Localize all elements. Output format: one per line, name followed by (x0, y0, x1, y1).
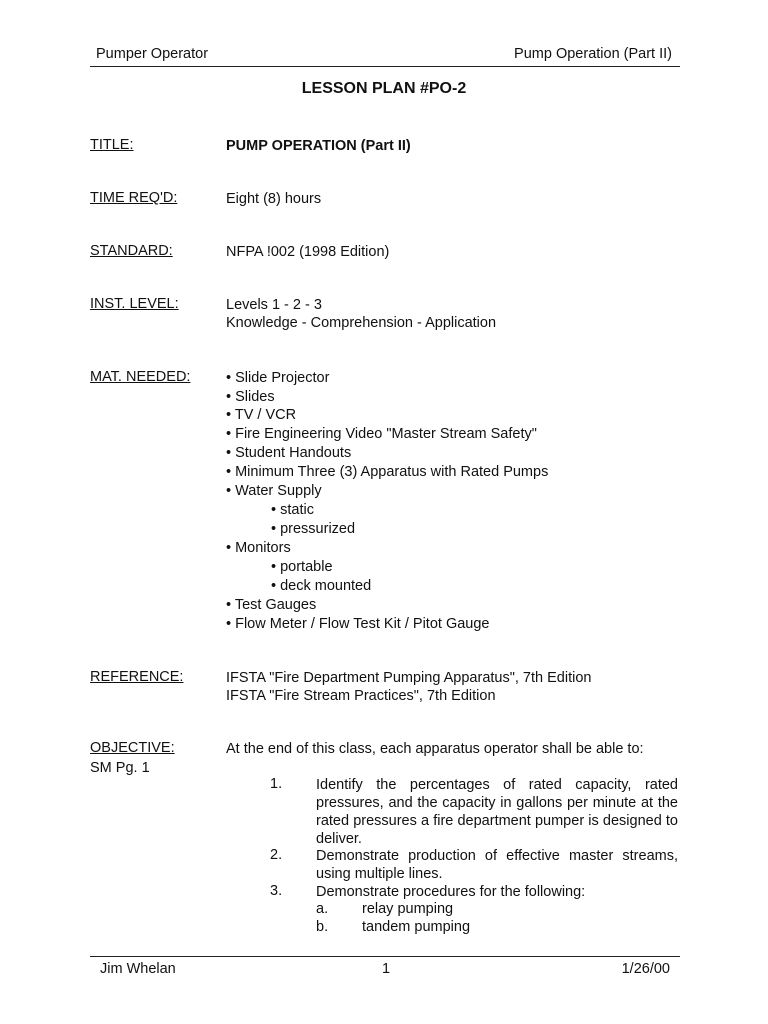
objective-text: Demonstrate procedures for the following: (316, 884, 586, 900)
reference-line-1: IFSTA "Fire Department Pumping Apparatus", 7th Edition (226, 670, 592, 686)
material-item: • Flow Meter / Flow Test Kit / Pitot Gauge (226, 616, 490, 632)
material-subitem: • pressurized (271, 521, 356, 537)
objective-text: Identify the percentages of rated capacity, rated pressures, and the capacity in gallons per minute at the rated pressures a fire department pumper is designed to deliver. (316, 777, 678, 847)
material-item: • Monitors (226, 540, 291, 556)
material-item: • Fire Engineering Video "Master Stream Safety" (226, 426, 537, 442)
material-subitem: • static (271, 502, 314, 518)
objective-intro: At the end of this class, each apparatus operator shall be able to: (226, 741, 644, 757)
inst-level-label: INST. LEVEL: (90, 296, 179, 312)
title-label: TITLE: (90, 137, 134, 153)
material-item: • TV / VCR (226, 407, 297, 423)
objective-number: 3. (270, 883, 283, 899)
standard-value: NFPA !002 (1998 Edition) (226, 244, 390, 260)
footer-page-number: 1 (382, 961, 391, 977)
material-item: • Water Supply (226, 483, 322, 499)
footer-date: 1/26/00 (621, 961, 670, 977)
material-item: • Minimum Three (3) Apparatus with Rated Pumps (226, 464, 549, 480)
objective-number: 1. (270, 776, 283, 792)
title-value: PUMP OPERATION (Part II) (226, 138, 411, 154)
objective-text: Demonstrate production of effective master streams, using multiple lines. (316, 848, 678, 882)
inst-level-line-1: Levels 1 - 2 - 3 (226, 297, 322, 313)
reference-line-2: IFSTA "Fire Stream Practices", 7th Edition (226, 688, 496, 704)
inst-level-line-2: Knowledge - Comprehension - Application (226, 315, 497, 331)
objective-number: 2. (270, 847, 283, 863)
footer-author: Jim Whelan (100, 961, 176, 977)
standard-label: STANDARD: (90, 243, 173, 259)
header-right-text: Pump Operation (Part II) (514, 46, 672, 62)
page-header (90, 46, 680, 67)
material-item: • Student Handouts (226, 445, 352, 461)
sub-objective-text: relay pumping (362, 901, 454, 917)
sub-objective-text: tandem pumping (362, 919, 471, 935)
time-label: TIME REQ'D: (90, 190, 178, 206)
materials-label: MAT. NEEDED: (90, 369, 191, 385)
material-subitem: • portable (271, 559, 333, 575)
material-subitem: • deck mounted (271, 578, 372, 594)
sub-objective-letter: a. (316, 901, 329, 917)
header-left-text: Pumper Operator (96, 46, 209, 62)
page-footer (90, 956, 680, 979)
sub-objective-letter: b. (316, 919, 329, 935)
material-item: • Slide Projector (226, 370, 330, 386)
objective-label: OBJECTIVE: (90, 740, 175, 756)
objective-page-ref: SM Pg. 1 (90, 760, 150, 776)
material-item: • Slides (226, 389, 275, 405)
material-item: • Test Gauges (226, 597, 317, 613)
lesson-plan-title: LESSON PLAN #PO-2 (301, 80, 467, 97)
time-value: Eight (8) hours (226, 191, 322, 207)
reference-label: REFERENCE: (90, 669, 184, 685)
